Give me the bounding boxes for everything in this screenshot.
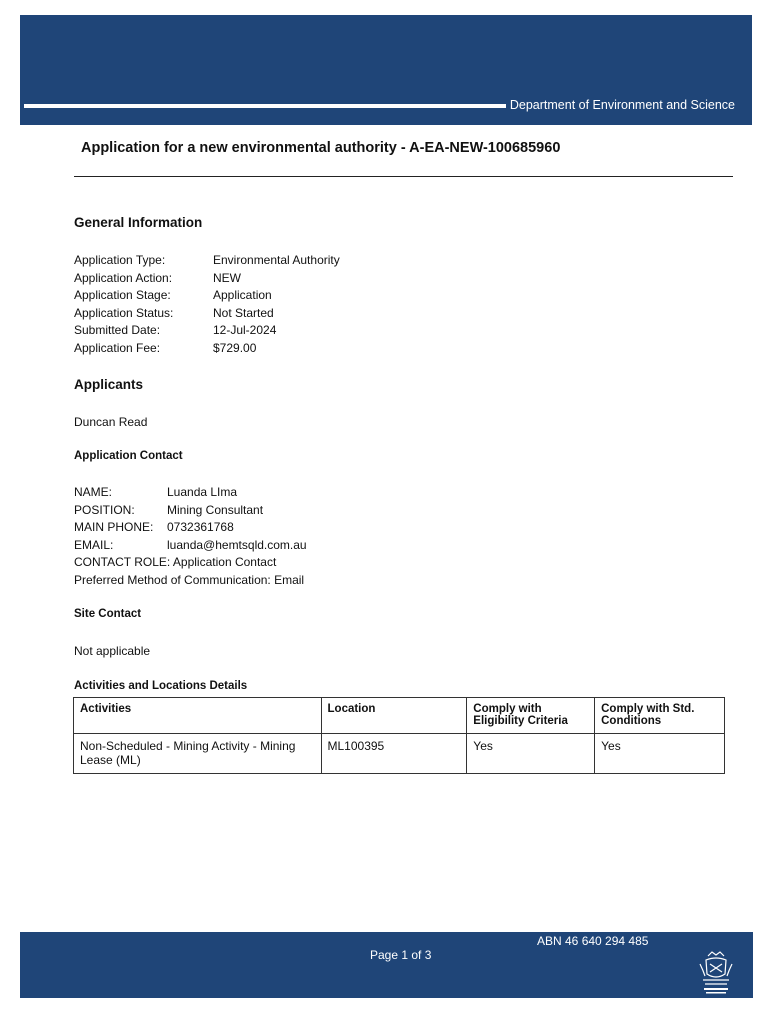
std-conditions-cell: Yes [595,734,725,774]
info-label: Submitted Date: [74,323,161,338]
info-value: 12-Jul-2024 [213,323,277,338]
info-row-application-type [74,252,340,270]
info-value: Application [213,288,272,303]
contact-row-email [74,537,307,555]
contact-role: CONTACT ROLE: Application Contact [74,555,277,570]
page-title: Application for a new environmental authority - A-EA-NEW-100685960 [81,140,561,156]
contact-label: EMAIL: [74,537,114,552]
abn-number: ABN 46 640 294 485 [537,934,649,948]
footer-banner [20,932,753,998]
info-label: Application Type: [74,253,166,267]
queensland-government-crest-icon [696,950,736,996]
contact-label: MAIN PHONE: [74,520,154,535]
contact-row-position [74,502,307,520]
info-row-application-status [74,305,340,323]
contact-value: luanda@hemtsqld.com.au [167,537,307,552]
contact-row-phone [74,519,307,537]
info-value: NEW [213,270,241,285]
activity-cell: Non-Scheduled - Mining Activity - Mining Lease (ML) [74,734,322,774]
column-header-std-conditions: Comply with Std. Conditions [595,698,725,734]
contact-value: Luanda LIma [167,485,238,499]
info-value: Environmental Authority [213,253,340,267]
header-rule [24,104,506,108]
info-label: Application Status: [74,305,174,320]
contact-value: 0732361768 [167,520,234,535]
applicant-name: Duncan Read [74,415,148,429]
site-contact-heading: Site Contact [74,608,142,620]
department-name: Department of Environment and Science [509,98,735,112]
application-contact-heading: Application Contact [74,450,183,462]
general-information-heading: General Information [74,215,203,230]
contact-label: NAME: [74,485,113,499]
info-label: Application Action: [74,270,173,285]
general-information-list [74,252,340,358]
table-header-row [74,698,725,734]
location-cell: ML100395 [321,734,467,774]
info-row-application-stage [74,287,340,305]
info-label: Application Fee: [74,340,161,355]
application-contact-list [74,484,307,590]
page-number: Page 1 of 3 [370,948,432,962]
info-value: Not Started [213,305,274,320]
site-contact-value: Not applicable [74,644,151,658]
info-row-submitted-date [74,322,340,340]
preferred-communication: Preferred Method of Communication: Email [74,572,305,587]
eligibility-cell: Yes [467,734,595,774]
table-row [74,734,725,774]
column-header-activities: Activities [74,698,322,734]
info-label: Application Stage: [74,288,171,303]
activities-heading: Activities and Locations Details [74,680,248,692]
activities-table [73,697,725,774]
contact-label: POSITION: [74,502,135,517]
info-row-application-action [74,270,340,288]
applicants-heading: Applicants [74,377,144,392]
column-header-location: Location [321,698,467,734]
header-banner [20,15,752,125]
title-divider [74,176,733,177]
contact-row-name [74,484,307,502]
contact-value: Mining Consultant [167,502,264,517]
info-value: $729.00 [213,340,257,355]
column-header-eligibility: Comply with Eligibility Criteria [467,698,595,734]
info-row-application-fee [74,340,340,358]
